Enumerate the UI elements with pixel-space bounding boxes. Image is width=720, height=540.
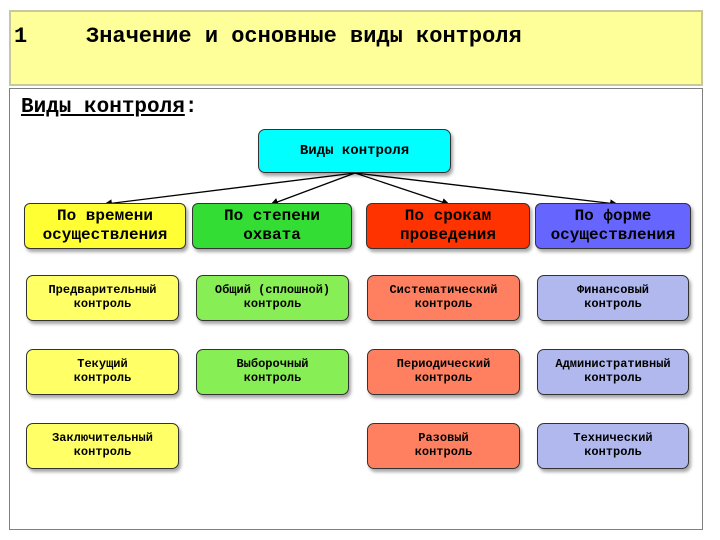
item-technical-control [537,423,689,469]
item-final-control [26,423,179,469]
category-by-terms [366,203,530,249]
slide-title: Значение и основные виды контроля [86,24,522,49]
subtitle-colon: : [184,96,198,119]
category-label: По времени осуществления [42,206,168,244]
category-label: По степени охвата [223,206,320,244]
item-label: Систематический контроль [389,283,498,311]
item-general-control [196,275,349,321]
item-label: Выборочный контроль [236,357,309,385]
category-by-coverage [192,203,352,249]
item-label: Предварительный контроль [48,283,157,311]
item-systematic-control [367,275,520,321]
root-node [258,129,451,173]
connector-time [106,173,355,204]
item-label: Технический контроль [573,431,653,459]
connector-terms [355,173,448,204]
item-selective-control [196,349,349,395]
root-label: Виды контроля [299,142,410,159]
item-label: Общий (сплошной) контроль [214,283,331,311]
category-label: По форме осуществления [550,206,676,244]
item-periodic-control [367,349,520,395]
category-by-time [24,203,186,249]
item-label: Периодический контроль [396,357,491,385]
slide-number: 1 [14,24,28,49]
item-label: Административный контроль [555,357,671,385]
item-financial-control [537,275,689,321]
item-one-time-control [367,423,520,469]
connector-form [355,173,616,204]
category-label: По срокам проведения [399,206,496,244]
category-by-form [535,203,691,249]
item-administrative-control [537,349,689,395]
item-label: Заключительный контроль [52,431,153,459]
item-label: Текущий контроль [73,357,132,385]
item-current-control [26,349,179,395]
subtitle-text: Виды контроля [21,96,185,119]
item-label: Финансовый контроль [576,283,649,311]
item-label: Разовый контроль [414,431,473,459]
item-preliminary-control [26,275,179,321]
